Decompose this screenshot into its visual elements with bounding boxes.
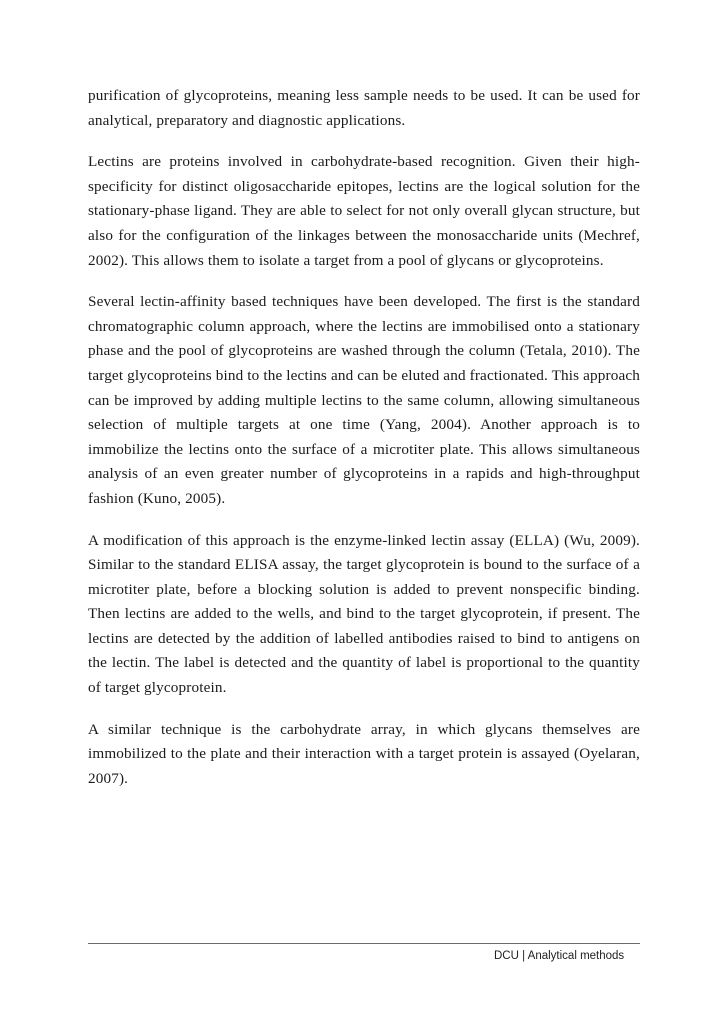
- paragraph-carbohydrate-array: A similar technique is the carbohydrate array, in which glycans themselves are immobilized to the plate and their interaction with a target protein is assayed (Oyelaran, 2007).: [88, 720, 640, 787]
- paragraph-purification: purification of glycoproteins, meaning less sample needs to be used. It can be used for analytical, preparatory and diagnostic applications.: [88, 87, 640, 129]
- paragraph-lectins-intro: Lectins are proteins involved in carbohydrate-based recognition. Given their high-specificity for distinct oligosaccharide epitopes, lectins are the logical solution for the stationary-phase ligand. They are able to select for not only overall glycan structure, but also for the configuration of the linkages between the monosaccharide units (Mechref, 2002). This allows them to isolate a target from a pool of glycans or glycoproteins.: [88, 153, 640, 269]
- paragraph-lectin-affinity-techniques: Several lectin-affinity based techniques have been developed. The first is the standard chromatographic column approach, where the lectins are immobilised onto a stationary phase and the pool of glycoproteins are washed through the column (Tetala, 2010). The target glycoproteins bind to the lectins and can be eluted and fractionated. This approach can be improved by adding multiple lectins to the same column, allowing simultaneous selection of multiple targets at one time (Yang, 2004). Another approach is to immobilize the lectins onto the surface of a microtiter plate. This allows simultaneous analysis of an even greater number of glycoproteins in a rapids and high-throughput fashion (Kuno, 2005).: [88, 293, 640, 507]
- footer-divider: [88, 943, 640, 944]
- page-footer: DCU | Analytical methods: [494, 950, 625, 962]
- body-text: [88, 84, 640, 808]
- paragraph-ella: A modification of this approach is the enzyme-linked lectin assay (ELLA) (Wu, 2009). Similar to the standard ELISA assay, the target glycoprotein is bound to the surface of a microtiter plate, before a blocking solution is added to prevent nonspecific binding. Then lectins are added to the wells, and bind to the target glycoprotein, if present. The lectins are detected by the addition of labelled antibodies raised to bind to antigens on the lectin. The label is detected and the quantity of label is proportional to the quantity of target glycoprotein.: [88, 531, 640, 697]
